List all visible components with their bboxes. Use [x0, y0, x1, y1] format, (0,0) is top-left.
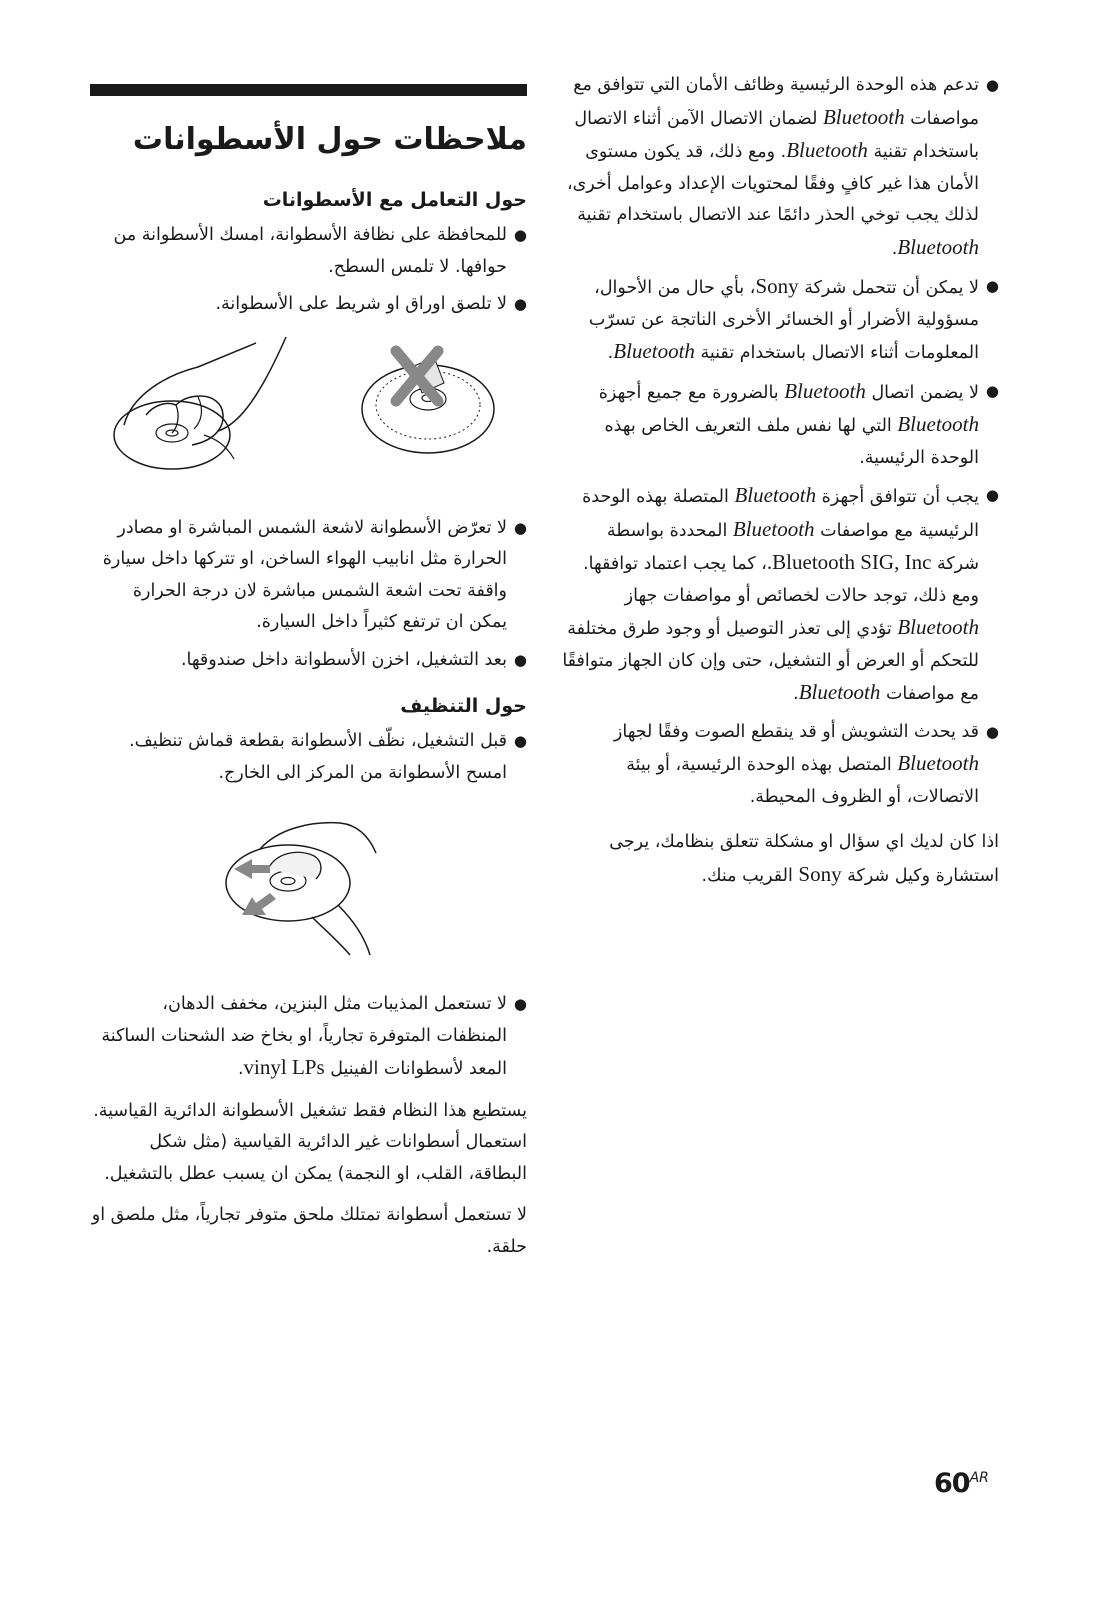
store-in-case-bullet: ● بعد التشغيل، اخزن الأسطوانة داخل صندوقها. — [90, 645, 527, 677]
bullet-dot: ● — [513, 995, 527, 1013]
bullet-dot: ● — [513, 295, 527, 313]
bullet-dot: ● — [985, 277, 999, 295]
handling-heading: حول التعامل مع الأسطوانات — [262, 189, 527, 211]
connection-not-guaranteed-bullet: ● لا يضمن اتصال Bluetooth بالضرورة مع جميع أجهزة Bluetooth التي لها نفس ملف التعريف الخاص بهذه الوحدة الرئيسية. — [562, 376, 999, 475]
bullet-dot: ● — [985, 381, 999, 400]
bluetooth-security-bullet: ● تدعم هذه الوحدة الرئيسية وظائف الأمان التي تتوافق مع مواصفات Bluetooth لضمان الاتصال الآمن أثناء الاتصال باستخدام تقنية Bluetooth. ومع ذلك، قد يكون مستوى الأمان هذا غير كافٍ وفقًا لمحتويات الإعداد وعوامل أخرى، لذلك يجب توخي الحذر دائمًا عند الاتصال باستخدام تقنية Bluetooth. — [562, 70, 999, 265]
noise-interruption-bullet: ● قد يحدث التشويش أو قد ينقطع الصوت وفقًا لجهاز Bluetooth المتصل بهذه الوحدة الرئيسية، أو بيئة الاتصالات، أو الظروف المحيطة. — [562, 717, 999, 814]
section-title: ملاحظات حول الأسطوانات — [132, 122, 527, 157]
bullet-dot: ● — [985, 722, 999, 741]
section-rule — [90, 84, 527, 96]
no-label-paragraph: لا تستعمل أسطوانة تمتلك ملحق متوفر تجارياً، مثل ملصق او حلقة. — [91, 1205, 527, 1257]
cleaning-disc-illustration — [220, 809, 390, 959]
bullet-dot: ● — [985, 486, 999, 504]
page-number: $60^{AR}$ — [934, 1468, 989, 1499]
bluetooth-notes-column — [562, 70, 999, 902]
disc-notes-column — [90, 70, 527, 1273]
disc-handling-illustrations — [90, 335, 527, 485]
language-suffix: AR — [969, 1470, 989, 1486]
sony-liability-bullet: ● لا يمكن أن تتحمل شركة Sony، بأي حال من الأحوال، مسؤولية الأضرار أو الخسائر الأخرى الناتجة عن تسرّب المعلومات أثناء الاتصال باستخدام تقنية Bluetooth. — [562, 271, 999, 370]
bullet-dot: ● — [513, 518, 527, 537]
avoid-heat-bullet: ● لا تعرّض الأسطوانة لاشعة الشمس المباشرة او مصادر الحرارة مثل انابيب الهواء الساخن، او تتركها داخل سيارة واقفة تحت اشعة الشمس مباشرة لان درجة الحرارة يمكن ان ترتفع كثيراً داخل السيارة. — [90, 513, 527, 639]
bullet-dot: ● — [513, 732, 527, 750]
disc-cleaning-illustration-area — [90, 801, 527, 971]
contact-dealer-paragraph: اذا كان لديك اي سؤال او مشكلة تتعلق بنظامك، يرجى استشارة وكيل شركة Sony القريب منك. — [609, 832, 999, 886]
bullet-dot: ● — [985, 76, 999, 94]
device-compliance-bullet: ● يجب أن تتوافق أجهزة Bluetooth المتصلة بهذه الوحدة الرئيسية مع مواصفات Bluetooth المحددة بواسطة شركة Bluetooth SIG, Inc.، كما يجب اعتماد توافقها. ومع ذلك، توجد حالات لخصائص أو مواصفات جهاز Bluetooth تؤدي إلى تعذر التوصيل أو وجود طرق مختلفة للتحكم أو العرض أو التشغيل، حتى وإن كان الجهاز متوافقًا مع مواصفات Bluetooth. — [562, 480, 999, 711]
wipe-disc-bullet: ● قبل التشغيل، نظّف الأسطوانة بقطعة قماش تنظيف. امسح الأسطوانة من المركز الى الخارج. — [90, 726, 527, 789]
cleaning-heading: حول التنظيف — [400, 695, 527, 717]
hold-by-edges-bullet: ● للمحافظة على نظافة الأسطوانة، امسك الأسطوانة من حوافها. لا تلمس السطح. — [90, 220, 527, 283]
no-solvents-bullet: ● لا تستعمل المذيبات مثل البنزين، مخفف الدهان، المنظفات المتوفرة تجارياً، او بخاخ ضد الشحنات الساكنة المعد لأسطوانات الفينيل vinyl LPs. — [90, 989, 527, 1086]
hand-holding-disc-illustration — [106, 335, 306, 475]
bullet-dot: ● — [513, 650, 527, 669]
standard-disc-paragraph: يستطيع هذا النظام فقط تشغيل الأسطوانة الدائرية القياسية. استعمال أسطوانات غير الدائرية القياسية (مثل شكل البطاقة، القلب، او النجمة) يمكن ان يسبب عطل بالتشغيل. — [93, 1100, 527, 1184]
no-tape-disc-illustration — [358, 343, 498, 463]
no-paper-tape-bullet: ● لا تلصق اوراق او شريط على الأسطوانة. — [90, 289, 527, 321]
bullet-dot: ● — [513, 226, 527, 244]
